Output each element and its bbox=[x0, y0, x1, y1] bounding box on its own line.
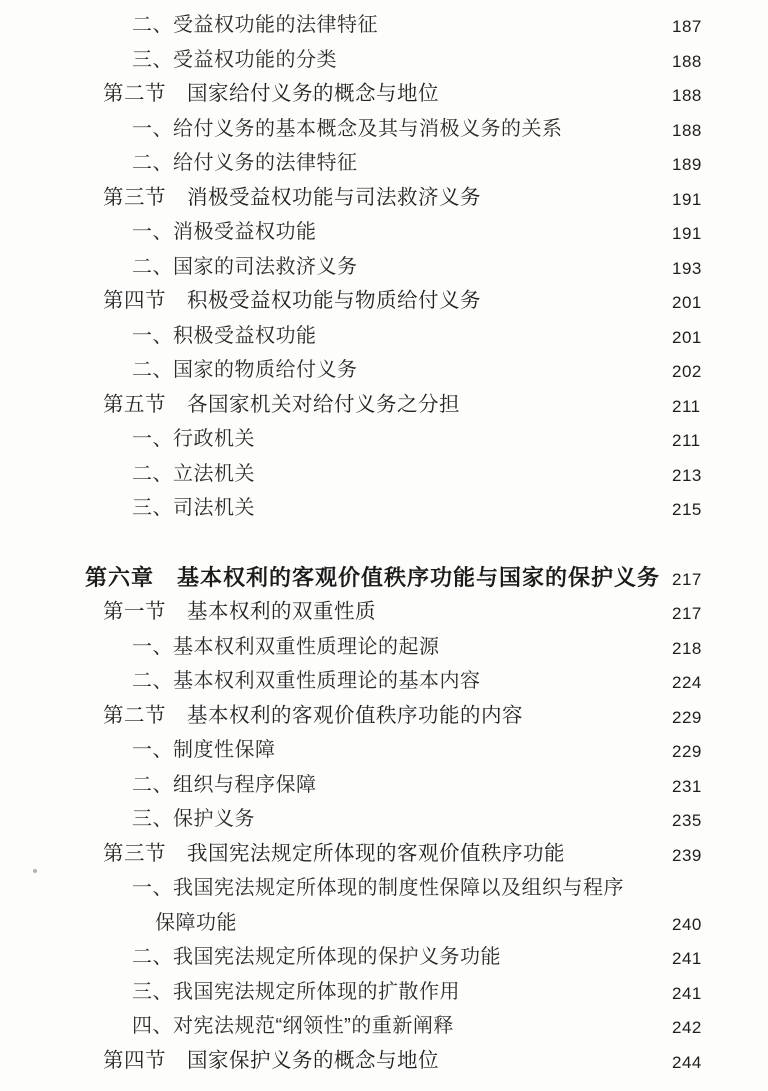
toc-entry-title: 第四节 积极受益权功能与物质给付义务 bbox=[103, 289, 481, 312]
toc-entry-page: 201 bbox=[672, 327, 702, 347]
toc-entry-title: 二、立法机关 bbox=[132, 462, 255, 485]
toc-entry-title: 一、给付义务的基本概念及其与消极义务的关系 bbox=[132, 117, 563, 140]
toc-entry-page: 244 bbox=[672, 1052, 702, 1072]
toc-entry bbox=[0, 422, 768, 457]
toc-entry bbox=[0, 215, 768, 250]
toc-entry bbox=[0, 871, 768, 906]
toc-entry-page: 193 bbox=[672, 258, 702, 278]
toc-entry bbox=[0, 630, 768, 665]
toc-entry bbox=[0, 284, 768, 319]
toc-entry bbox=[0, 250, 768, 285]
toc-entry-title: 二、基本权利双重性质理论的基本内容 bbox=[132, 670, 481, 692]
toc-entry bbox=[0, 975, 768, 1010]
toc-entry-page: 215 bbox=[672, 500, 702, 519]
toc-entry-page: 241 bbox=[672, 983, 702, 1003]
toc-entry bbox=[0, 77, 768, 112]
toc-entry-page: 224 bbox=[672, 673, 702, 692]
toc-entry-title: 二、受益权功能的法律特征 bbox=[132, 14, 378, 36]
toc-entry-title: 一、我国宪法规定所体现的制度性保障以及组织与程序 bbox=[132, 877, 624, 899]
toc-entry-title: 第四节 国家保护义务的概念与地位 bbox=[103, 1048, 439, 1072]
toc-entry-page: 188 bbox=[672, 120, 702, 140]
toc-entry bbox=[0, 940, 768, 975]
toc-entry-page: 188 bbox=[672, 86, 702, 105]
toc-entry-title: 保障功能 bbox=[155, 911, 237, 934]
toc-entry-page: 229 bbox=[672, 707, 702, 727]
toc-entry-title: 二、我国宪法规定所体现的保护义务功能 bbox=[132, 946, 501, 968]
toc-entry bbox=[0, 561, 768, 596]
toc-entry-title: 一、积极受益权功能 bbox=[132, 324, 317, 347]
toc-entry bbox=[0, 699, 768, 734]
toc-entry-page: 218 bbox=[672, 638, 702, 658]
toc-entry-page: 202 bbox=[672, 362, 702, 381]
toc-entry-page: 191 bbox=[672, 189, 702, 209]
toc-entry-page: 239 bbox=[672, 845, 702, 865]
toc-entry-page: 213 bbox=[672, 465, 702, 485]
toc-entry-page: 235 bbox=[672, 811, 702, 830]
toc-entry bbox=[0, 388, 768, 423]
toc-entry bbox=[0, 906, 768, 941]
toc-entry-title: 第二节 国家给付义务的概念与地位 bbox=[103, 82, 439, 105]
toc-entry-title: 三、我国宪法规定所体现的扩散作用 bbox=[132, 980, 460, 1003]
toc-entry-page: 217 bbox=[672, 569, 702, 589]
toc-entry-page: 211 bbox=[672, 431, 701, 450]
toc-entry bbox=[0, 457, 768, 492]
toc-entry bbox=[0, 112, 768, 147]
scan-speck bbox=[33, 869, 37, 873]
toc-entry-title: 一、行政机关 bbox=[132, 428, 255, 450]
toc-entry-page: 211 bbox=[672, 396, 701, 416]
toc-entry bbox=[0, 1009, 768, 1044]
toc-entry bbox=[0, 1044, 768, 1079]
toc-entry bbox=[0, 43, 768, 78]
toc-entry-page: 240 bbox=[672, 914, 702, 934]
toc-entry-title: 二、组织与程序保障 bbox=[132, 773, 317, 796]
toc-entry-title: 二、国家的物质给付义务 bbox=[132, 359, 358, 381]
toc-entry-title: 一、制度性保障 bbox=[132, 739, 276, 761]
toc-entry bbox=[0, 837, 768, 872]
toc-entry-title: 三、受益权功能的分类 bbox=[132, 48, 337, 71]
toc-entry bbox=[0, 768, 768, 803]
toc-entry-page: 229 bbox=[672, 742, 702, 761]
toc-entry-page: 189 bbox=[672, 155, 702, 174]
toc-entry-page: 187 bbox=[672, 17, 702, 36]
toc-list bbox=[0, 8, 768, 1078]
toc-entry-title: 第一节 基本权利的双重性质 bbox=[103, 600, 376, 623]
toc-entry bbox=[0, 353, 768, 388]
toc-entry-title: 一、基本权利双重性质理论的起源 bbox=[132, 635, 440, 658]
toc-entry bbox=[0, 595, 768, 630]
toc-entry-page: 188 bbox=[672, 51, 702, 71]
toc-entry bbox=[0, 491, 768, 526]
toc-entry-page: 201 bbox=[672, 293, 702, 312]
toc-entry bbox=[0, 664, 768, 699]
toc-entry-title: 一、消极受益权功能 bbox=[132, 221, 317, 243]
toc-entry bbox=[0, 146, 768, 181]
toc-entry-page: 241 bbox=[672, 949, 702, 968]
toc-entry-title: 第三节 消极受益权功能与司法救济义务 bbox=[103, 185, 481, 209]
toc-entry-title: 第三节 我国宪法规定所体现的客观价值秩序功能 bbox=[103, 841, 565, 865]
scan-speck bbox=[312, 95, 315, 98]
toc-entry-title: 第六章 基本权利的客观价值秩序功能与国家的保护义务 bbox=[85, 564, 661, 590]
toc-entry bbox=[0, 319, 768, 354]
toc-entry-title: 二、给付义务的法律特征 bbox=[132, 152, 358, 174]
toc-entry bbox=[0, 733, 768, 768]
toc-entry-page: 191 bbox=[672, 224, 702, 243]
toc-entry-title: 四、对宪法规范“纲领性”的重新阐释 bbox=[132, 1015, 454, 1037]
toc-entry-page: 231 bbox=[672, 776, 702, 796]
toc-entry-page: 217 bbox=[672, 604, 702, 623]
toc-entry-title: 三、司法机关 bbox=[132, 497, 255, 519]
toc-entry bbox=[0, 181, 768, 216]
toc-entry-title: 三、保护义务 bbox=[132, 808, 255, 830]
toc-entry bbox=[0, 8, 768, 43]
toc-entry-title: 二、国家的司法救济义务 bbox=[132, 255, 358, 278]
toc-entry-title: 第五节 各国家机关对给付义务之分担 bbox=[103, 392, 460, 416]
toc-entry-title: 第二节 基本权利的客观价值秩序功能的内容 bbox=[103, 703, 523, 727]
toc-entry-page: 242 bbox=[672, 1018, 702, 1037]
toc-entry bbox=[0, 802, 768, 837]
